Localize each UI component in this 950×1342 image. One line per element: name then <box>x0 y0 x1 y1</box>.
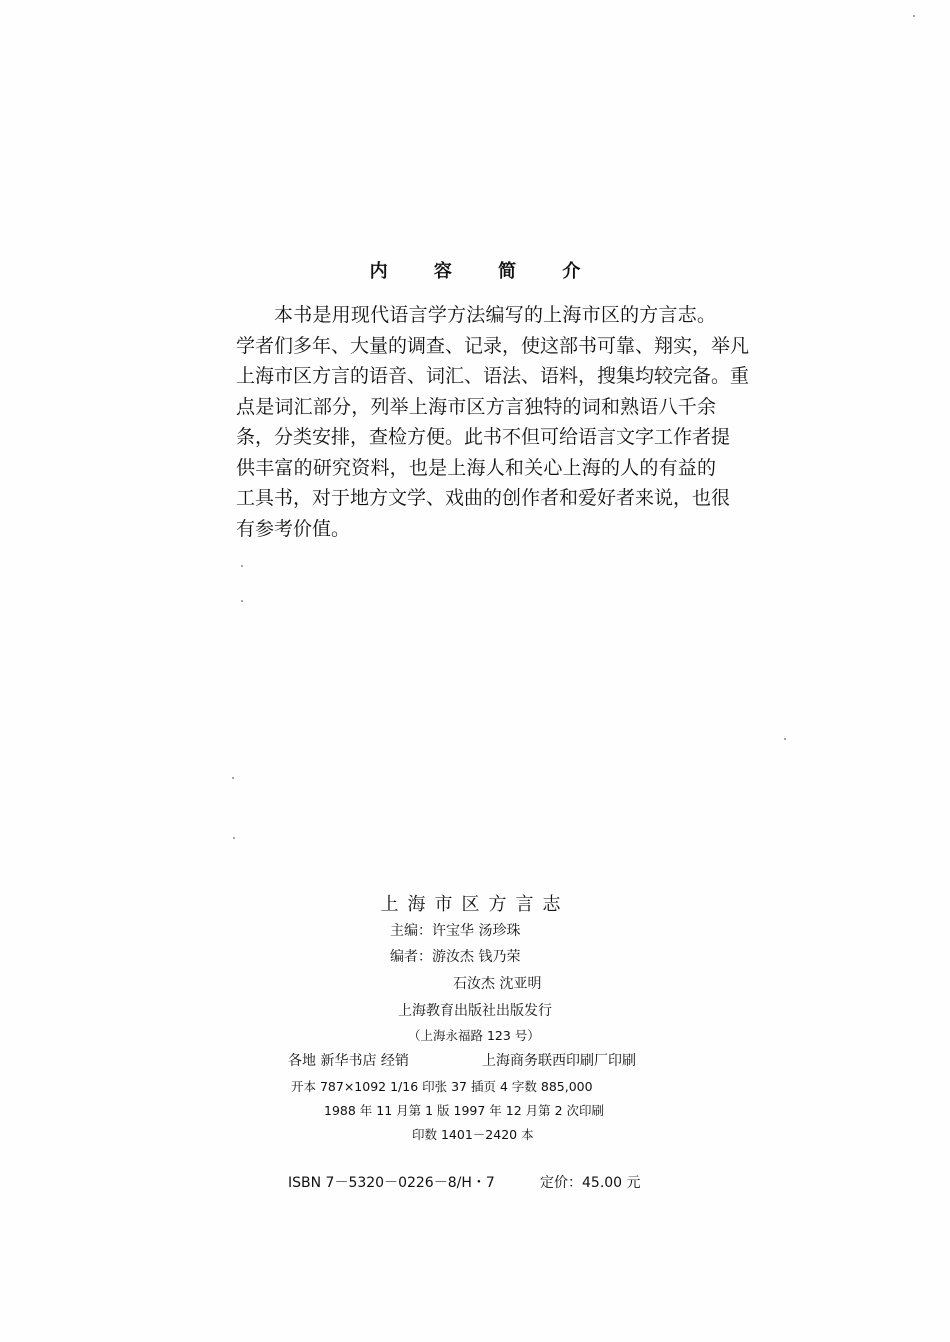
summary-paragraph <box>236 300 750 544</box>
summary-line: 工具书，对于地方文学、戏曲的创作者和爱好者来说，也很 <box>236 487 731 509</box>
edition-info: 1988 年 11 月第 1 版 1997 年 12 月第 2 次印刷 <box>324 1103 605 1118</box>
publisher-address: （上海永福路 123 号） <box>408 1028 540 1043</box>
scan-speck <box>241 565 243 567</box>
distributor: 各地 新华书店 经销 <box>288 1053 409 1069</box>
scan-speck <box>784 738 786 740</box>
summary-line: 学者们多年、大量的调查、记录，使这部书可靠、翔实，举凡 <box>236 334 750 357</box>
summary-line: 条，分类安排，查检方便。此书不但可给语言文字工作者提 <box>236 426 731 448</box>
summary-line: 点是词汇部分，列举上海市区方言独特的词和熟语八千余 <box>236 395 716 418</box>
book-title: 上海市区方言志 <box>380 894 570 915</box>
scan-speck <box>233 837 235 839</box>
print-run: 印数 1401－2420 本 <box>412 1127 534 1142</box>
scan-speck <box>241 600 243 602</box>
summary-line: 上海市区方言的语音、词汇、语法、语料，搜集均较完备。重 <box>236 365 750 387</box>
editors-line-2: 石汝杰 沈亚明 <box>453 976 542 992</box>
editors-line-1: 编者：游汝杰 钱乃荣 <box>390 949 521 965</box>
price: 定价：45.00 元 <box>540 1175 641 1191</box>
summary-line: 供丰富的研究资料，也是上海人和关心上海的人的有益的 <box>236 456 716 479</box>
summary-line: 本书是用现代语言学方法编写的上海市区的方言志。 <box>274 304 716 326</box>
specifications: 开本 787×1092 1/16 印张 37 插页 4 字数 885,000 <box>291 1079 593 1094</box>
publisher: 上海教育出版社出版发行 <box>398 1003 552 1019</box>
printer: 上海商务联西印刷厂印刷 <box>482 1053 636 1069</box>
scan-speck <box>232 777 234 779</box>
summary-line: 有参考价值。 <box>236 517 351 540</box>
chief-editors: 主编：许宝华 汤珍珠 <box>390 923 521 939</box>
scan-speck <box>913 15 915 17</box>
isbn: ISBN 7－5320－0226－8/H・7 <box>288 1175 495 1191</box>
summary-heading: 内 容 简 介 <box>369 261 601 282</box>
